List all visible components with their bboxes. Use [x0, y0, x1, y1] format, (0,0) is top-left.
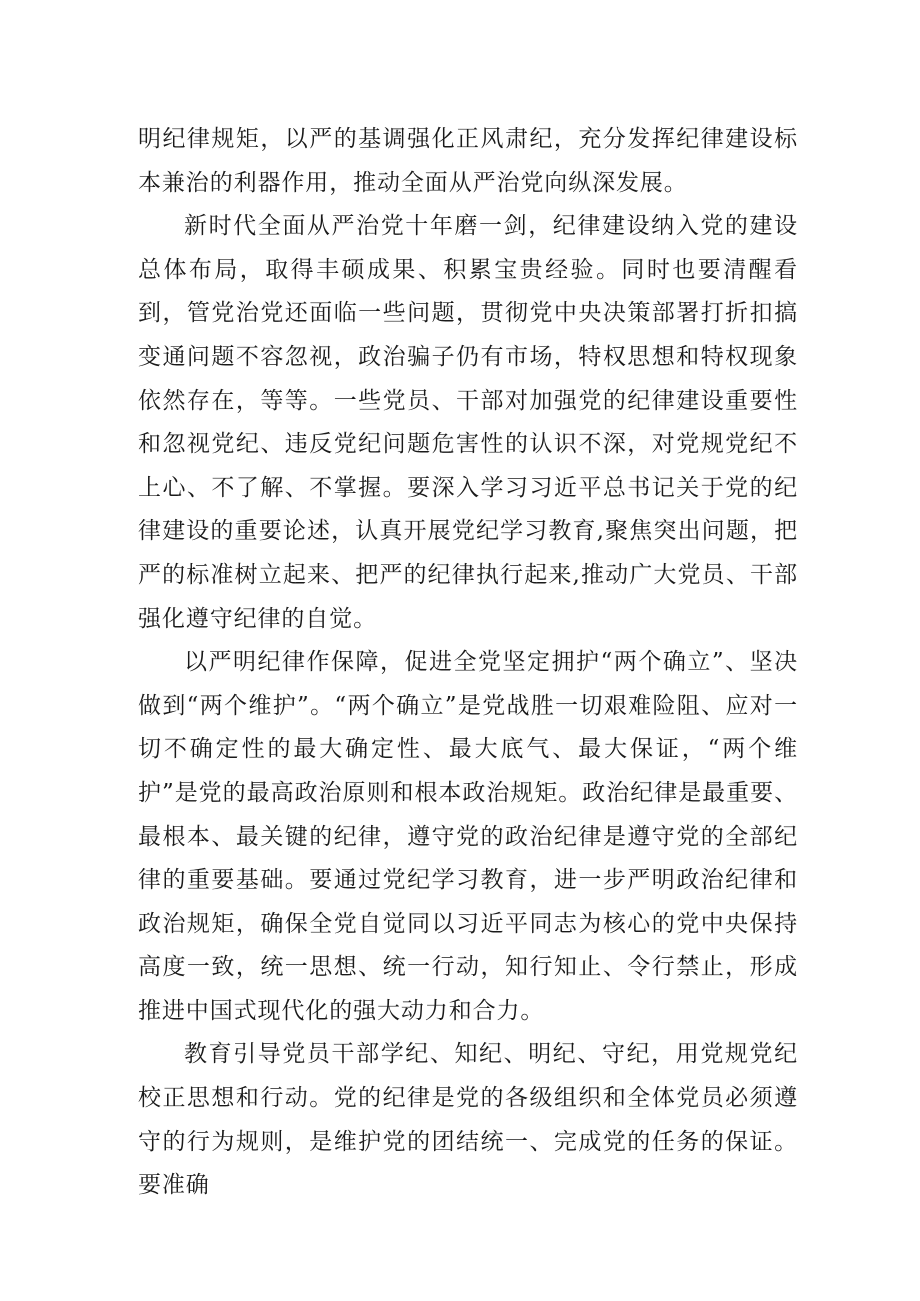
document-body [138, 118, 798, 1208]
paragraph-discipline-building: 新时代全面从严治党十年磨一剑，纪律建设纳入党的建设总体布局，取得丰硕成果、积累宝贵经验。同时也要清醒看到，管党治党还面临一些问题，贯彻党中央决策部署打折扣搞变通问题不容忽视，政治骗子仍有市场，特权思想和特权现象依然存在，等等。一些党员、干部对加强党的纪律建设重要性和忽视党纪、违反党纪问题危害性的认识不深，对党规党纪不上心、不了解、不掌握。要深入学习习近平总书记关于党的纪律建设的重要论述，认真开展党纪学习教育,聚焦突出问题，把严的标准树立起来、把严的纪律执行起来,推动广大党员、干部强化遵守纪律的自觉。 [138, 213, 798, 632]
paragraph-education-guidance: 教育引导党员干部学纪、知纪、明纪、守纪，用党规党纪校正思想和行动。党的纪律是党的各级组织和全体党员必须遵守的行为规则，是维护党的团结统一、完成党的任务的保证。要准确 [138, 1041, 798, 1199]
paragraph-continuation: 明纪律规矩，以严的基调强化正风肃纪，充分发挥纪律建设标本兼治的利器作用，推动全面从严治党向纵深发展。 [138, 126, 798, 196]
paragraph-two-establishments: 以严明纪律作保障，促进全党坚定拥护“两个确立”、坚决做到“两个维护”。“两个确立”是党战胜一切艰难险阻、应对一切不确定性的最大确定性、最大底气、最大保证，“两个维护”是党的最高政治原则和根本政治规矩。政治纪律是最重要、最根本、最关键的纪律，遵守党的政治纪律是遵守党的全部纪律的重要基础。要通过党纪学习教育，进一步严明政治纪律和政治规矩，确保全党自觉同以习近平同志为核心的党中央保持高度一致，统一思想、统一行动，知行知止、令行禁止，形成推进中国式现代化的强大动力和合力。 [138, 649, 798, 1024]
